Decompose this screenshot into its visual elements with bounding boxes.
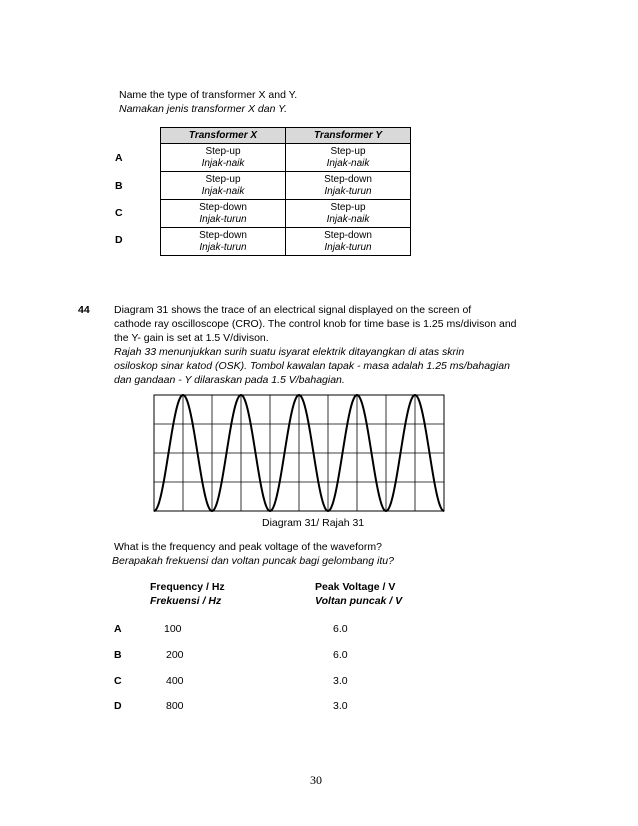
q44-option-voltage: 6.0 <box>333 623 348 635</box>
table-row <box>161 144 411 172</box>
q44-option-letter: B <box>114 649 122 661</box>
cell-y-ms: Injak-naik <box>326 213 370 225</box>
q44-option-frequency: 200 <box>166 649 184 661</box>
cell-y-en: Step-up <box>330 201 366 213</box>
col-header-voltage-en: Peak Voltage / V <box>315 581 396 593</box>
q44-text-en-line: the Y- gain is set at 1.5 V/divison. <box>114 332 269 344</box>
q44-text-ms-line: osiloskop sinar katod (OSK). Tombol kawalan tapak - masa adalah 1.25 ms/bahagian <box>114 360 510 372</box>
col-header-frequency-ms: Frekuensi / Hz <box>150 595 222 607</box>
cell-x-en: Step-up <box>205 145 241 157</box>
q44-option-frequency: 100 <box>164 623 182 635</box>
q44-option-voltage: 6.0 <box>333 649 348 661</box>
cell-y-en: Step-up <box>330 145 366 157</box>
q44-option-letter: A <box>114 623 122 635</box>
q43-question-ms: Namakan jenis transformer X dan Y. <box>119 103 288 115</box>
table-header-x: Transformer X <box>161 128 286 144</box>
q43-option-letter: B <box>115 180 123 192</box>
q44-text-ms-line: dan gandaan - Y dilaraskan pada 1.5 V/bahagian. <box>114 374 345 386</box>
cell-y-ms: Injak-turun <box>324 185 372 197</box>
cell-x-ms: Injak-naik <box>201 157 245 169</box>
cell-y-en: Step-down <box>324 173 372 185</box>
cro-screen-diagram <box>150 392 450 514</box>
q43-option-letter: A <box>115 152 123 164</box>
table-row <box>161 228 411 256</box>
cell-x-ms: Injak-naik <box>201 185 245 197</box>
q44-option-voltage: 3.0 <box>333 700 348 712</box>
q43-question-en: Name the type of transformer X and Y. <box>119 89 298 101</box>
cell-x-ms: Injak-turun <box>199 241 247 253</box>
diagram-caption: Diagram 31/ Rajah 31 <box>262 517 365 529</box>
q44-text-en-line: Diagram 31 shows the trace of an electrical signal displayed on the screen of <box>114 304 472 316</box>
q44-text-ms-line: Rajah 33 menunjukkan surih suatu isyarat elektrik ditayangkan di atas skrin <box>114 346 465 358</box>
cell-x-en: Step-down <box>199 229 247 241</box>
q44-option-letter: C <box>114 675 122 687</box>
page-number: 30 <box>310 773 322 787</box>
q44-option-letter: D <box>114 700 122 712</box>
q44-text-en-line: cathode ray oscilloscope (CRO). The control knob for time base is 1.25 ms/divison and <box>114 318 517 330</box>
q44-question-ms: Berapakah frekuensi dan voltan puncak bagi gelombang itu? <box>112 555 394 567</box>
q44-question-en: What is the frequency and peak voltage of the waveform? <box>114 541 382 553</box>
table-row <box>161 172 411 200</box>
cell-x-ms: Injak-turun <box>199 213 247 225</box>
q43-option-letter: D <box>115 234 123 246</box>
cell-y-ms: Injak-naik <box>326 157 370 169</box>
q43-option-letter: C <box>115 207 123 219</box>
transformer-table <box>160 127 411 256</box>
table-row <box>161 200 411 228</box>
q44-option-frequency: 400 <box>166 675 184 687</box>
q44-option-voltage: 3.0 <box>333 675 348 687</box>
table-header-y: Transformer Y <box>286 128 411 144</box>
q44-number: 44 <box>78 304 90 316</box>
cell-x-en: Step-up <box>205 173 241 185</box>
col-header-voltage-ms: Voltan puncak / V <box>315 595 403 607</box>
cell-y-ms: Injak-turun <box>324 241 372 253</box>
cell-y-en: Step-down <box>324 229 372 241</box>
q44-option-frequency: 800 <box>166 700 184 712</box>
col-header-frequency-en: Frequency / Hz <box>150 581 225 593</box>
cell-x-en: Step-down <box>199 201 247 213</box>
